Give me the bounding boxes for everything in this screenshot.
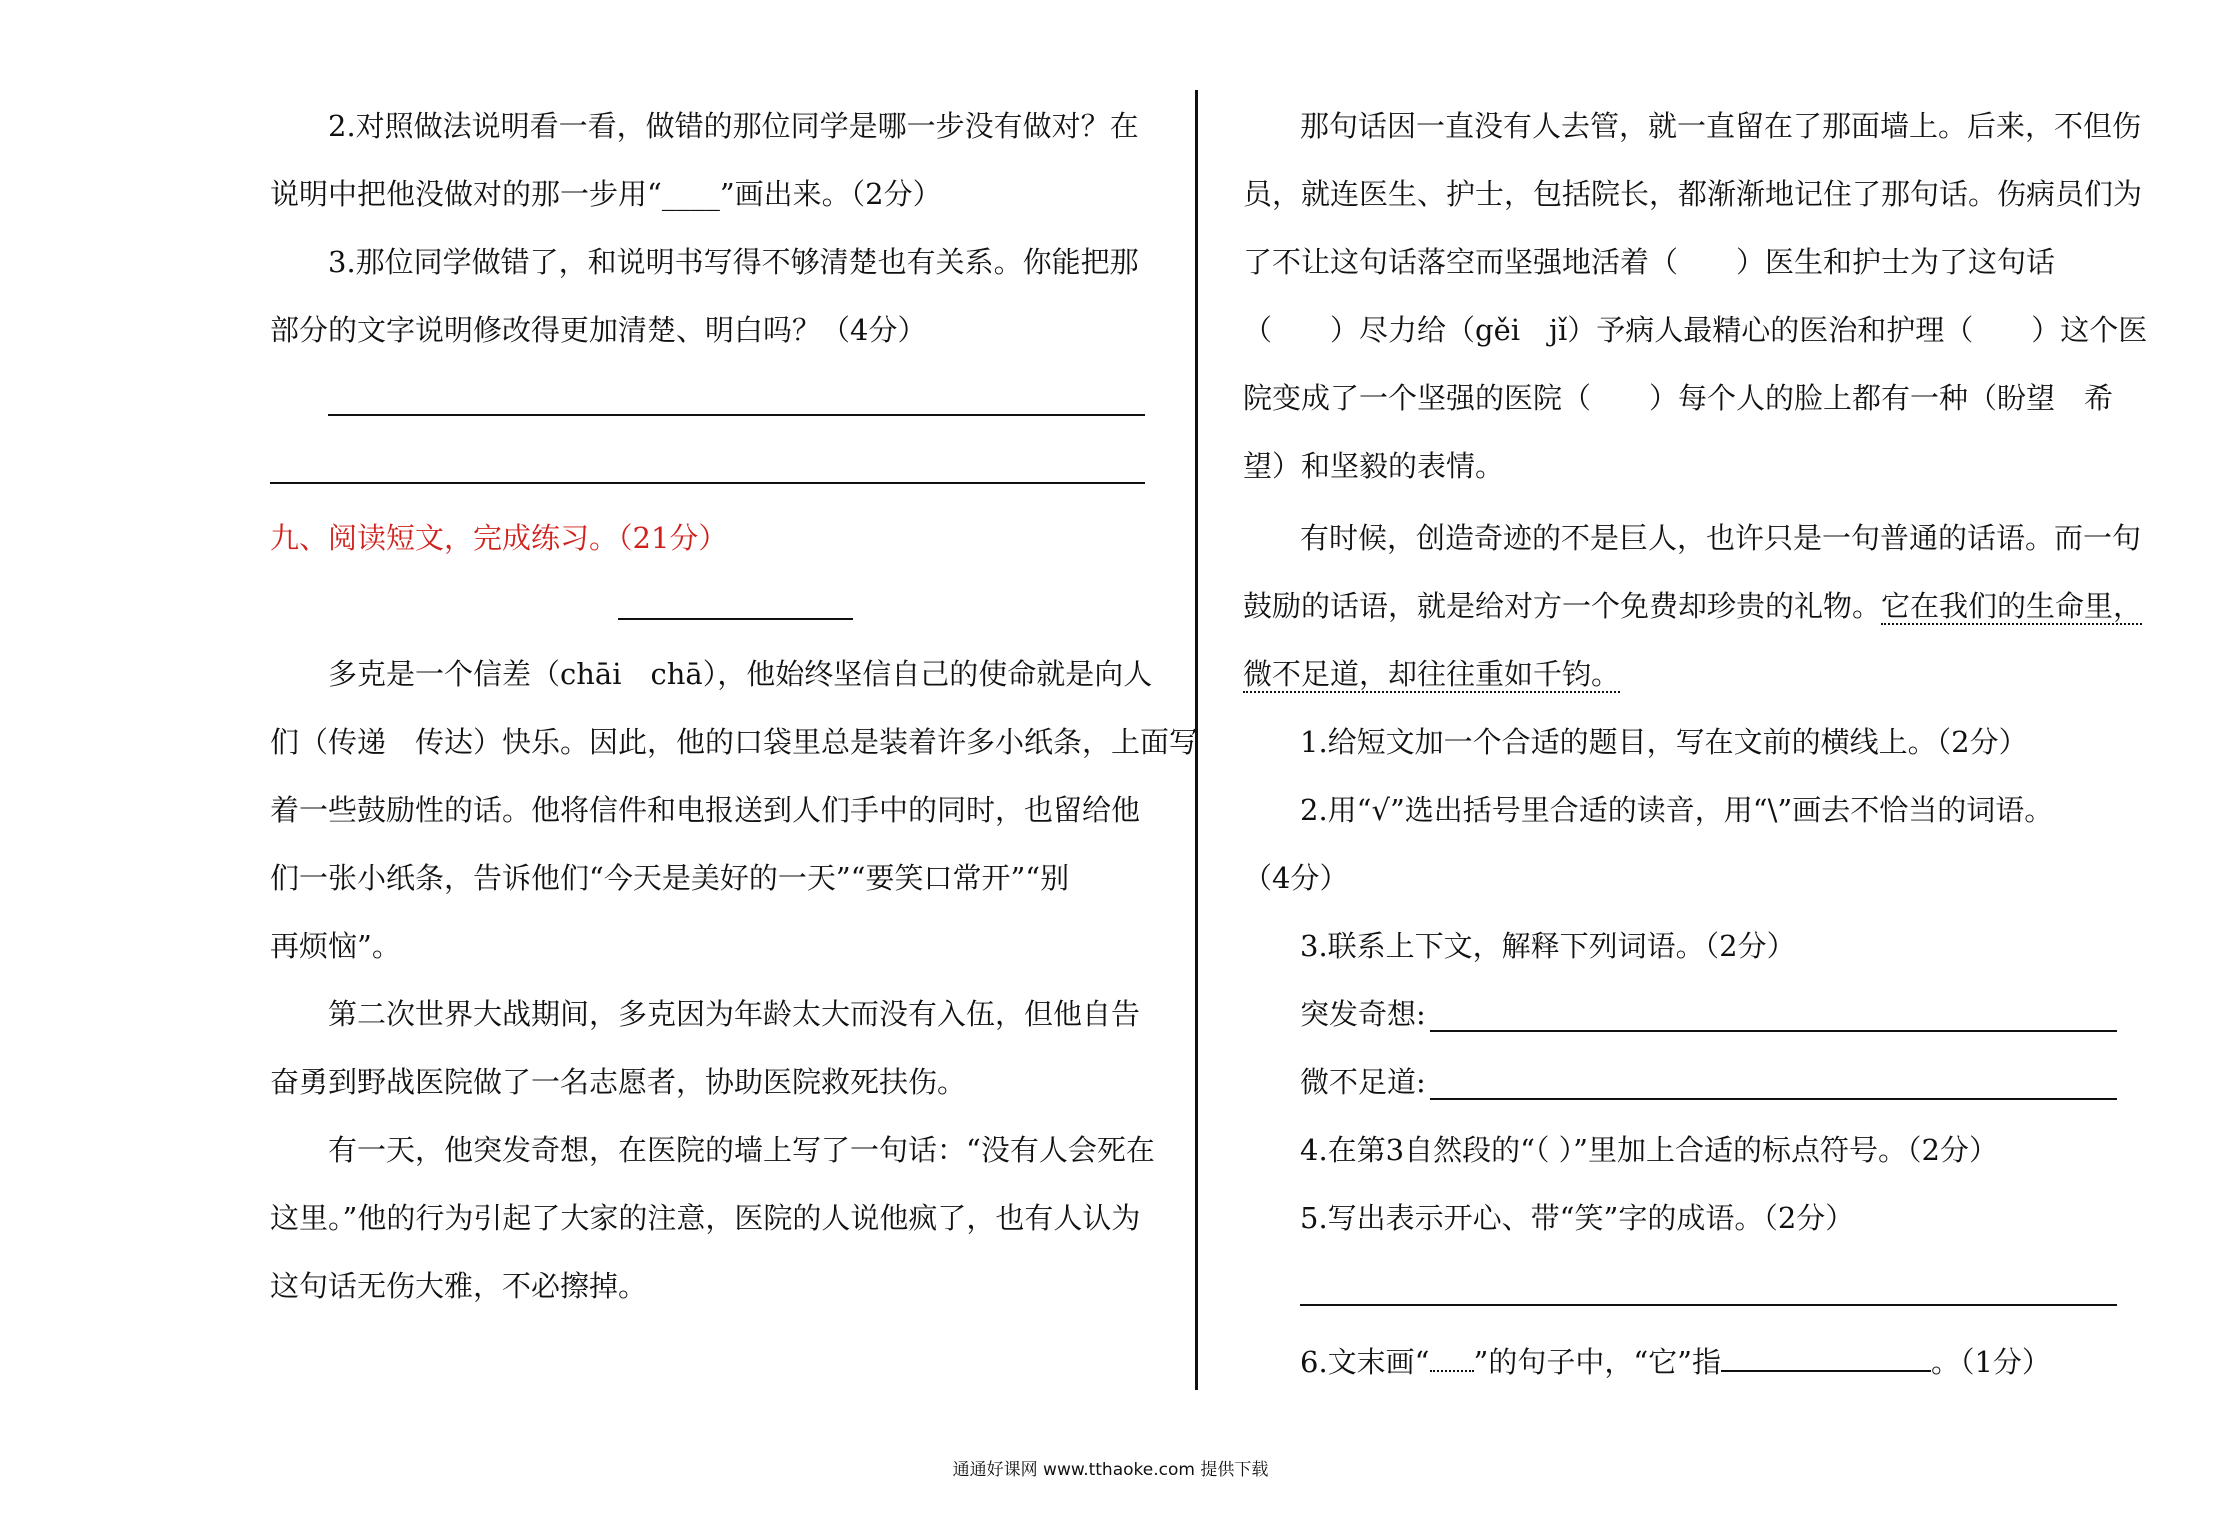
- title-blank-line[interactable]: [618, 618, 853, 620]
- p5-line2: [1243, 586, 2142, 626]
- exercise-3-term-a: 突发奇想:: [1300, 997, 1426, 1031]
- exercise-4: 4.在第3自然段的“（ ）”里加上合适的标点符号。（2分）: [1300, 1133, 1998, 1167]
- exercise-5: 5.写出表示开心、带“笑”字的成语。（2分）: [1300, 1201, 1855, 1235]
- p4-line4: （ ）尽力给（gěi jǐ）予病人最精心的医治和护理（ ）这个医: [1243, 313, 2148, 347]
- p1-line5: 再烦恼”。: [270, 929, 401, 963]
- p3-line1: 有一天，他突发奇想，在医院的墙上写了一句话：“没有人会死在: [328, 1133, 1155, 1167]
- exercise-3-answer-line-a[interactable]: [1430, 1030, 2117, 1032]
- exercise-6: [1300, 1340, 2051, 1382]
- exercise-5-answer-line[interactable]: [1300, 1304, 2117, 1306]
- answer-line-1[interactable]: [328, 414, 1145, 416]
- p5-wavy-sentence-part2: 微不足道，却往往重如千钧。: [1243, 657, 1621, 691]
- p1-line1: 多克是一个信差（chāi chā），他始终坚信自己的使命就是向人: [328, 657, 1153, 691]
- column-divider: [1195, 90, 1198, 1390]
- p4-line5: 院变成了一个坚强的医院（ ）每个人的脸上都有一种（盼望 希: [1243, 381, 2114, 415]
- exercise-2-line1: 2.用“√”选出括号里合适的读音，用“\”画去不恰当的词语。: [1300, 793, 2054, 827]
- q3-line1: 3.那位同学做错了，和说明书写得不够清楚也有关系。你能把那: [328, 245, 1139, 279]
- p1-line3: 着一些鼓励性的话。他将信件和电报送到人们手中的同时，也留给他: [270, 793, 1141, 827]
- p5-wavy-sentence-part1: 它在我们的生命里，: [1881, 589, 2143, 623]
- footer-credit: 通通好课网 www.tthaoke.com 提供下载: [952, 1460, 1269, 1480]
- q2-line1: 2.对照做法说明看一看，做错的那位同学是哪一步没有做对？在: [328, 109, 1139, 143]
- p4-line1: 那句话因一直没有人去管，就一直留在了那面墙上。后来，不但伤: [1300, 109, 2142, 143]
- p4-line6: 望）和坚毅的表情。: [1243, 449, 1505, 483]
- p1-line4: 们一张小纸条，告诉他们“今天是美好的一天”“要笑口常开”“别: [270, 861, 1070, 895]
- answer-line-2[interactable]: [270, 482, 1145, 484]
- exercise-6-text-a: 6.文末画“: [1300, 1345, 1430, 1379]
- exercise-3: 3.联系上下文，解释下列词语。（2分）: [1300, 929, 1796, 963]
- exercise-3-answer-line-b[interactable]: [1430, 1098, 2117, 1100]
- p5-line3: [1243, 654, 1620, 694]
- exercise-6-text-b: ”的句子中，“它”指: [1473, 1345, 1721, 1379]
- q2-line2: 说明中把他没做对的那一步用“____”画出来。（2分）: [270, 177, 942, 211]
- exercise-6-answer-blank[interactable]: [1721, 1340, 1931, 1372]
- p3-line3: 这句话无伤大雅，不必擦掉。: [270, 1269, 648, 1303]
- q3-line2: 部分的文字说明修改得更加清楚、明白吗？（4分）: [270, 313, 927, 347]
- exercise-2-line2: （4分）: [1243, 861, 1349, 895]
- p5-line2-plain: 鼓励的话语，就是给对方一个免费却珍贵的礼物。: [1243, 589, 1882, 623]
- p1-line2: 们（传递 传达）快乐。因此，他的口袋里总是装着许多小纸条，上面写: [270, 725, 1199, 759]
- p3-line2: 这里。”他的行为引起了大家的注意，医院的人说他疯了，也有人认为: [270, 1201, 1141, 1235]
- exercise-3-term-b: 微不足道:: [1300, 1065, 1426, 1099]
- p2-line1: 第二次世界大战期间，多克因为年龄太大而没有入伍，但他自告: [328, 997, 1141, 1031]
- exercise-6-text-c: 。（1分）: [1930, 1345, 2051, 1379]
- p2-line2: 奋勇到野战医院做了一名志愿者，协助医院救死扶伤。: [270, 1065, 967, 1099]
- p5-line1: 有时候，创造奇迹的不是巨人，也许只是一句普通的话语。而一句: [1300, 521, 2142, 555]
- exercise-1: 1.给短文加一个合适的题目，写在文前的横线上。（2分）: [1300, 725, 2028, 759]
- wavy-line-sample: [1430, 1348, 1474, 1372]
- p4-line3: 了不让这句话落空而坚强地活着（ ）医生和护士为了这句话: [1243, 245, 2056, 279]
- p4-line2: 员，就连医生、护士，包括院长，都渐渐地记住了那句话。伤病员们为: [1243, 177, 2143, 211]
- section9-title: 九、阅读短文，完成练习。（21分）: [270, 521, 728, 555]
